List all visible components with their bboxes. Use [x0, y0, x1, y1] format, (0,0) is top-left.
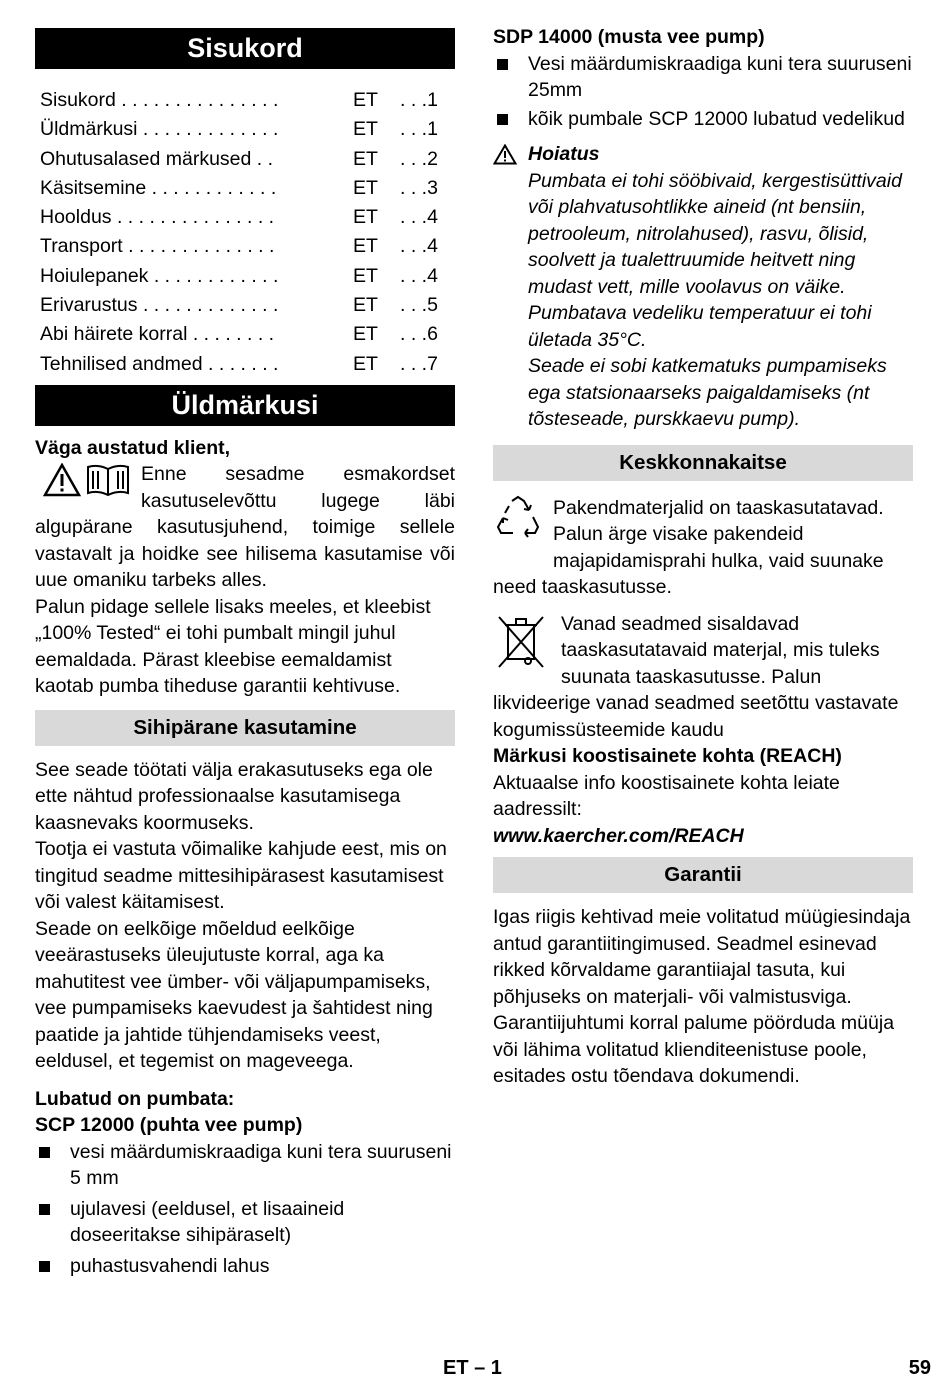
toc-lang: ET	[353, 176, 378, 199]
recycling-block	[493, 495, 913, 601]
warning-triangle-icon	[43, 463, 81, 505]
toc-label: Käsitsemine . . . . . . . . . . . .	[40, 176, 277, 199]
sticker-paragraph: Palun pidage sellele lisaks meeles, et kleebist „100% Tested“ ei tohi pumbalt mingil juhul eemaldada. Pärast kleebise eemaldamist kaotab pumba tiheduse garantii kehtivuse.	[35, 595, 431, 698]
toc-lang: ET	[353, 352, 378, 375]
toc-page: . . .4	[400, 235, 438, 258]
toc-label: Üldmärkusi . . . . . . . . . . . . .	[40, 118, 279, 141]
intended-use-p2: Tootja ei vastuta võimalike kahjude eest, mis on tingitud seadme mittesihipärasest kasutamisest või valest käitamisest.	[35, 838, 447, 914]
crossed-bin-icon	[495, 613, 547, 679]
toc-page: . . .2	[400, 147, 438, 170]
toc-lang: ET	[353, 89, 378, 111]
toc-lang: ET	[353, 147, 378, 170]
toc-label: Abi häirete korral . . . . . . . .	[40, 323, 275, 346]
warranty-paragraph: Igas riigis kehtivad meie volitatud müügiesindaja antud garantiitingimused. Seadmel esinevad rikked kõrvaldame garantiiajal tasuta, kui põhjuseks on materjali- või valmistusviga. Garantiijuhtumi korral palume pöörduda müüja või lähima volitatud klienditeenistuse poole, esitades ostu tõendava dokumendi.	[493, 906, 911, 1087]
general-heading: Üldmärkusi	[35, 385, 455, 426]
weee-block	[493, 611, 913, 744]
toc-page: . . .1	[400, 89, 438, 111]
toc-page: . . .3	[400, 176, 438, 199]
toc-row[interactable]	[40, 262, 455, 291]
page-number: 59	[908, 1357, 931, 1379]
list-item: vesi määrdumiskraadiga kuni tera suuruseni 5 mm	[35, 1139, 455, 1192]
environment-heading: Keskkonnakaitse	[493, 445, 913, 481]
scp-list	[35, 1139, 455, 1280]
warranty-heading: Garantii	[493, 857, 913, 893]
toc-row[interactable]	[40, 115, 455, 144]
warning-text-1: Pumbata ei tohi sööbivaid, kergestisüttivaid või plahvatusohtlikke aineid (nt bensiin, petrooleum, nitrolahused), rasvu, õlisid, soolvett ja tualettruumide heitvett ning mudast vett, mille voolavus on väike. Pumbatava vedeliku temperatuur ei tohi ületada 35°C.	[528, 169, 902, 351]
toc-label: Ohutusalased märkused . .	[40, 147, 274, 170]
scp-heading: SCP 12000 (puhta vee pump)	[35, 1114, 303, 1137]
greeting: Väga austatud klient,	[35, 436, 231, 459]
intro-block	[35, 461, 455, 594]
manual-book-icon	[85, 463, 131, 505]
toc-row[interactable]	[40, 86, 455, 115]
toc-row[interactable]	[40, 174, 455, 203]
intro-paragraph: Enne sesadme esmakordset kasutuselevõttu lugege läbi algupärane kasutusjuhend, toimige sellele vastavalt ja hoidke see hilisema kasutamise või uue omaniku tarbeks alles.	[35, 463, 455, 592]
list-item: puhastusvahendi lahus	[35, 1253, 455, 1280]
list-item: Vesi määrdumiskraadiga kuni tera suuruseni 25mm	[493, 51, 913, 104]
intended-use-p3: Seade on eelkõige mõeldud eelkõige veeärastuseks üleujutuste korral, aga ka mahutitest vee ümber- või väljapumpamiseks, vee pumpamiseks kaevudest ja šahtidest ning paatide ja jahtide tühjendamiseks veest, eeldusel, et tegemist on mageveega.	[35, 917, 433, 1073]
weee-paragraph: Vanad seadmed sisaldavad taaskasutatavaid materjal, mis tuleks suunata taaskasutusse. Palun likvideerige vanad seadmed seetõttu vastavate kogumissüsteemide kaudu	[493, 612, 899, 741]
warning-triangle-icon	[493, 144, 517, 165]
right-column	[493, 24, 913, 1090]
toc-row[interactable]	[40, 145, 455, 174]
toc-lang: ET	[353, 118, 378, 141]
warning-text-2: Seade ei sobi katkematuks pumpamiseks ega statsionaarseks paigaldamiseks (nt tõsteseade, purskkaevu pump).	[528, 355, 887, 430]
toc-page: . . .6	[400, 323, 438, 346]
footer-section: ET – 1	[443, 1357, 502, 1379]
toc-page: . . .1	[400, 118, 438, 141]
toc-row[interactable]	[40, 203, 455, 232]
toc-page: . . .4	[400, 206, 438, 229]
toc-label: Sisukord . . . . . . . . . . . . . . .	[40, 89, 279, 111]
recycle-icon	[493, 495, 543, 549]
toc-heading: Sisukord	[35, 28, 455, 69]
reach-heading: Märkusi koostisainete kohta (REACH)	[493, 745, 842, 767]
toc-page: . . .5	[400, 294, 438, 317]
list-item: kõik pumbale SCP 12000 lubatud vedelikud	[493, 106, 913, 133]
toc-label: Transport . . . . . . . . . . . . . .	[40, 235, 275, 258]
toc-lang: ET	[353, 206, 378, 229]
toc-label: Hoiulepanek . . . . . . . . . . . .	[40, 264, 279, 287]
toc-page: . . .7	[400, 352, 438, 375]
sdp-heading: SDP 14000 (musta vee pump)	[493, 26, 765, 48]
left-column	[35, 28, 455, 1279]
recycling-paragraph: Pakendmaterjalid on taaskasutatavad. Palun ärge visake pakendeid majapidamisprahi hulka, vaid suunake need taaskasutusse.	[493, 496, 884, 598]
toc-lang: ET	[353, 264, 378, 287]
table-of-contents	[40, 86, 455, 379]
toc-page: . . .4	[400, 264, 438, 287]
allowed-heading: Lubatud on pumbata:	[35, 1087, 235, 1110]
toc-label: Erivarustus . . . . . . . . . . . . .	[40, 294, 279, 317]
toc-lang: ET	[353, 235, 378, 258]
toc-lang: ET	[353, 294, 378, 317]
toc-label: Tehnilised andmed . . . . . . .	[40, 352, 279, 375]
toc-row[interactable]	[40, 320, 455, 349]
reach-paragraph: Aktuaalse info koostisainete kohta leiate aadressilt:	[493, 771, 840, 820]
toc-lang: ET	[353, 323, 378, 346]
list-item: ujulavesi (eeldusel, et lisaaineid doseeritakse sihipäraselt)	[35, 1196, 455, 1249]
warning-heading: Hoiatus	[493, 141, 913, 168]
toc-label: Hooldus . . . . . . . . . . . . . . .	[40, 206, 275, 229]
intended-use-heading: Sihipärane kasutamine	[35, 710, 455, 746]
toc-row[interactable]	[40, 232, 455, 261]
toc-row[interactable]	[40, 350, 455, 379]
reach-link[interactable]: www.kaercher.com/REACH	[493, 824, 744, 847]
toc-row[interactable]	[40, 291, 455, 320]
intended-use-p1: See seade töötati välja erakasutuseks ega ole ette nähtud professionaalse kasutamisega kaasnevaks koormuseks.	[35, 758, 433, 834]
